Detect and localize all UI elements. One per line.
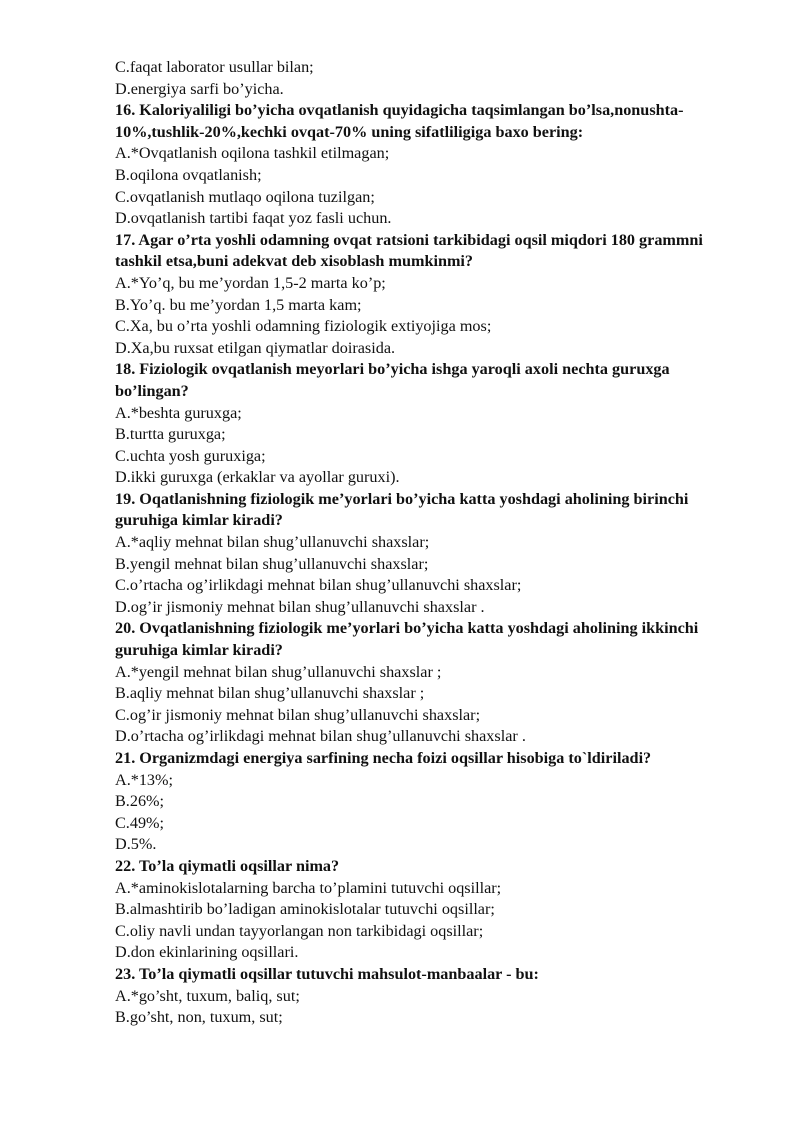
question-text: 17. Agar o’rta yoshli odamning ovqat ratsioni tarkibidagi oqsil miqdori 180 grammni tashkil etsa,buni adekvat deb xisoblash mumkinmi?	[115, 230, 703, 271]
answer-option: C.og’ir jismoniy mehnat bilan shug’ullanuvchi shaxslar;	[115, 705, 481, 724]
answer-option: B.oqilona ovqatlanish;	[115, 165, 262, 184]
question-text: 20. Ovqatlanishning fiziologik me’yorlari bo’yicha katta yoshdagi aholining ikkinchi guruhiga kimlar kiradi?	[115, 619, 699, 660]
answer-option: C.49%;	[115, 813, 165, 832]
answer-option: A.*aminokislotalarning barcha to’plamini tutuvchi oqsillar;	[115, 878, 502, 897]
answer-option: B.Yo’q. bu me’yordan 1,5 marta kam;	[115, 295, 362, 314]
answer-option: D.ikki guruxga (erkaklar va ayollar guruxi).	[115, 468, 400, 487]
document-page	[115, 57, 745, 1029]
question-text: 16. Kaloriyaliligi bo’yicha ovqatlanish quyidagicha taqsimlangan bo’lsa,nonushta-10%,tushlik-20%,kechki ovqat-70% uning sifatliligiga baxo bering:	[115, 101, 684, 141]
answer-option: B.almashtirib bo’ladigan aminokislotalar tutuvchi oqsillar;	[115, 900, 495, 919]
question-text: 23. To’la qiymatli oqsillar tutuvchi mahsulot-manbaalar - bu:	[115, 964, 539, 983]
answer-option: C.o’rtacha og’irlikdagi mehnat bilan shug’ullanuvchi shaxslar;	[115, 576, 522, 595]
answer-option: C.uchta yosh guruxiga;	[115, 446, 266, 465]
answer-option: D.og’ir jismoniy mehnat bilan shug’ullanuvchi shaxslar .	[115, 597, 485, 616]
answer-option: C.faqat laborator usullar bilan;	[115, 58, 314, 76]
answer-option: D.energiya sarfi bo’yicha.	[115, 79, 284, 98]
answer-option: D.ovqatlanish tartibi faqat yoz fasli uchun.	[115, 209, 392, 228]
answer-option: B.yengil mehnat bilan shug’ullanuvchi shaxslar;	[115, 554, 429, 573]
question-text: 19. Oqatlanishning fiziologik me’yorlari bo’yicha katta yoshdagi aholining birinchi guruhiga kimlar kiradi?	[115, 489, 689, 530]
answer-option: B.26%;	[115, 792, 165, 811]
answer-option: B.aqliy mehnat bilan shug’ullanuvchi shaxslar ;	[115, 684, 425, 703]
answer-option: A.*Yo’q, bu me’yordan 1,5-2 marta ko’p;	[115, 273, 386, 292]
answer-option: A.*beshta guruxga;	[115, 403, 242, 422]
answer-option: A.*yengil mehnat bilan shug’ullanuvchi shaxslar ;	[115, 662, 442, 681]
question-text: 22. To’la qiymatli oqsillar nima?	[115, 856, 340, 875]
answer-option: A.*Ovqatlanish oqilona tashkil etilmagan;	[115, 144, 390, 163]
question-text: 21. Organizmdagi energiya sarfining necha foizi oqsillar hisobiga to`ldiriladi?	[115, 749, 652, 767]
answer-option: C.Xa, bu o’rta yoshli odamning fiziologik extiyojiga mos;	[115, 317, 492, 336]
answer-option: D.Xa,bu ruxsat etilgan qiymatlar doirasida.	[115, 338, 396, 357]
answer-option: D.5%.	[115, 835, 157, 854]
answer-option: A.*aqliy mehnat bilan shug’ullanuvchi shaxslar;	[115, 533, 430, 552]
answer-option: C.oliy navli undan tayyorlangan non tarkibidagi oqsillar;	[115, 921, 484, 940]
answer-option: D.don ekinlarining oqsillari.	[115, 943, 299, 962]
answer-option: D.o’rtacha og’irlikdagi mehnat bilan shug’ullanuvchi shaxslar .	[115, 727, 526, 746]
answer-option: A.*go’sht, tuxum, baliq, sut;	[115, 986, 300, 1005]
answer-option: C.ovqatlanish mutlaqo oqilona tuzilgan;	[115, 187, 375, 206]
answer-option: B.turtta guruxga;	[115, 425, 226, 444]
question-text: 18. Fiziologik ovqatlanish meyorlari bo’yicha ishga yaroqli axoli nechta guruxga bo’lingan?	[115, 360, 670, 400]
answer-option: A.*13%;	[115, 770, 173, 789]
answer-option: B.go’sht, non, tuxum, sut;	[115, 1008, 283, 1027]
